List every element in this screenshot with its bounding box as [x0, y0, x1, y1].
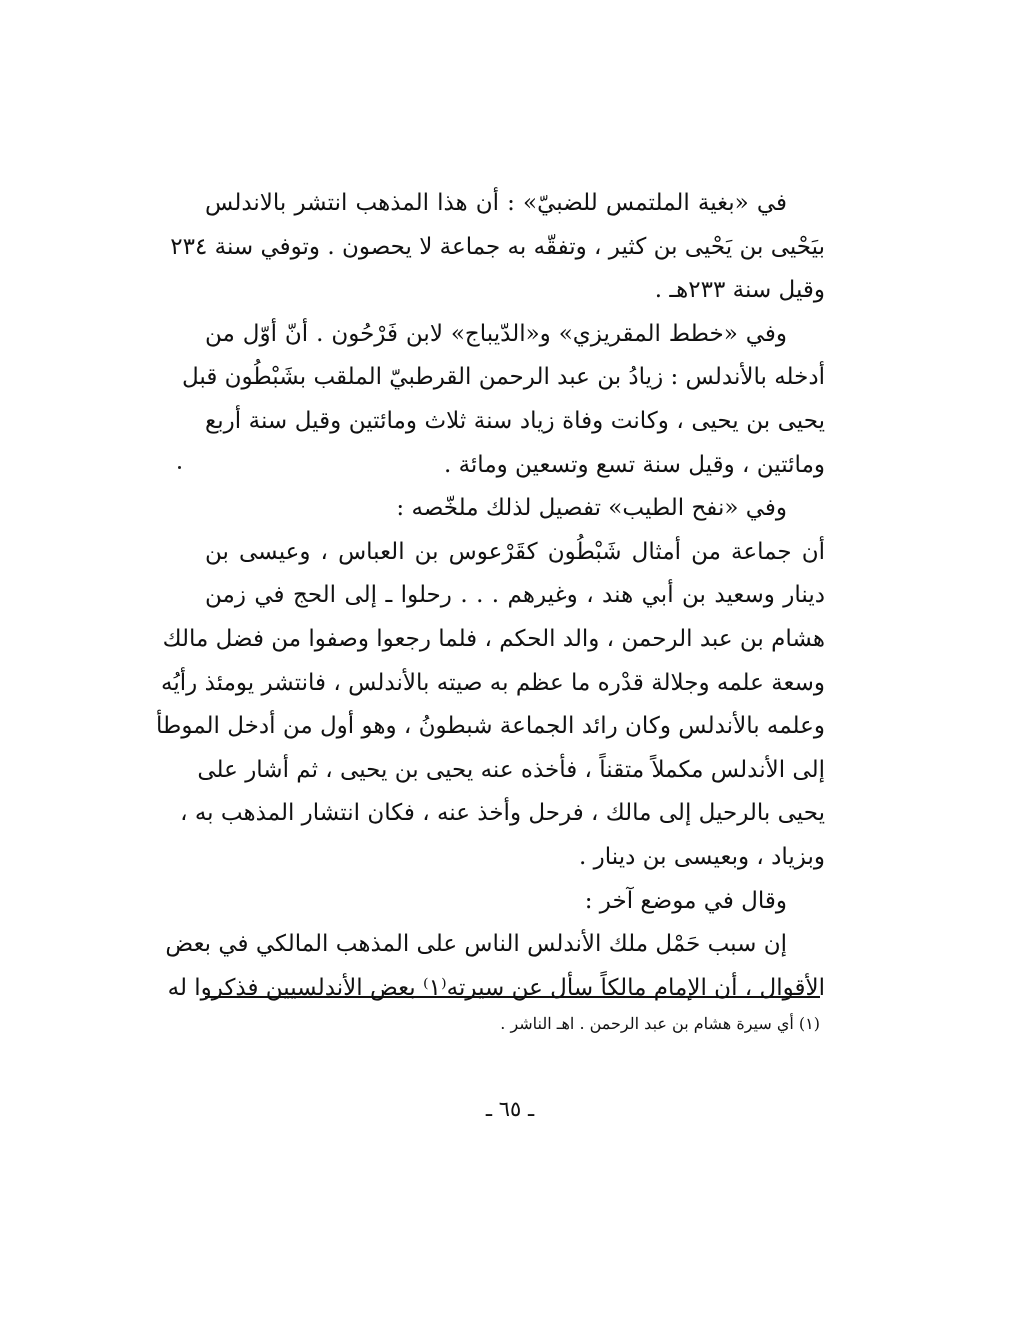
- footnote-divider: [205, 996, 820, 998]
- text-line: هشام بن عبد الرحمن ، والد الحكم ، فلما رجعوا وصفوا من فضل مالك: [162, 625, 825, 652]
- text-line: يحيى بن يحيى ، وكانت وفاة زياد سنة ثلاث ومائتين وقيل سنة أربع: [205, 407, 825, 434]
- text-line: أن جماعة من أمثال شَبْطُون كقَرْعوس بن العباس ، وعيسى بن: [205, 538, 825, 565]
- text-line: وسعة علمه وجلالة قدْره ما عظم به صيته بالأندلس ، فانتشر يومئذ رأيُه: [161, 669, 825, 696]
- text-line: وعلمه بالأندلس وكان رائد الجماعة شبطونُ ، وهو أول من أدخل الموطأ: [156, 713, 825, 740]
- text-line: دينار وسعيد بن أبي هند ، وغيرهم . . . رحلوا ـ إلى الحج في زمن: [205, 582, 825, 609]
- main-text-block: [156, 182, 825, 1010]
- text-line: وبزياد ، وبعيسى بن دينار .: [579, 843, 825, 870]
- text-line: يحيى بالرحيل إلى مالك ، فرحل وأخذ عنه ، فكان انتشار المذهب به ،: [180, 800, 825, 827]
- text-line: بيَحْيى بن يَحْيى بن كثير ، وتفقّه به جماعة لا يحصون . وتوفي سنة ٢٣٤: [170, 233, 825, 260]
- text-line: وقيل سنة ٢٣٣هـ .: [654, 277, 825, 304]
- text-line: ومائتين ، وقيل سنة تسع وتسعين ومائة .: [443, 451, 825, 478]
- page-number: ـ ٦٥ ـ: [485, 1097, 535, 1121]
- text-line: إن سبب حَمْل ملك الأندلس الناس على المذهب المالكي في بعض: [165, 931, 787, 958]
- text-line: إلى الأندلس مكملاً متقناً ، فأخذه عنه يحيى بن يحيى ، ثم أشار على: [197, 756, 825, 783]
- text-line: في «بغية الملتمس للضبيّ» : أن هذا المذهب انتشر بالاندلس: [205, 190, 787, 216]
- text-line: أدخله بالأندلس : زيادُ بن عبد الرحمن القرطبيّ الملقب بشَبْطُون قبل: [181, 364, 825, 391]
- stray-dot-mark: [178, 466, 181, 469]
- text-line: وقال في موضع آخر :: [584, 887, 787, 914]
- footnote: (١) أي سيرة هشام بن عبد الرحمن . اهـ الناشر .: [500, 1014, 820, 1033]
- text-line: وفي «نفح الطيب» تفصيل لذلك ملخّصه :: [396, 495, 787, 522]
- text-line: الأقوال ، أن الإمام مالكاً سأل عن سيرته⁽١⁾ بعض الأندلسيين فذكروا له: [167, 974, 825, 1001]
- text-line: وفي «خطط المقريزي» و«الدّيباج» لابن فَرْحُون . أنّ أوّل من: [205, 320, 787, 347]
